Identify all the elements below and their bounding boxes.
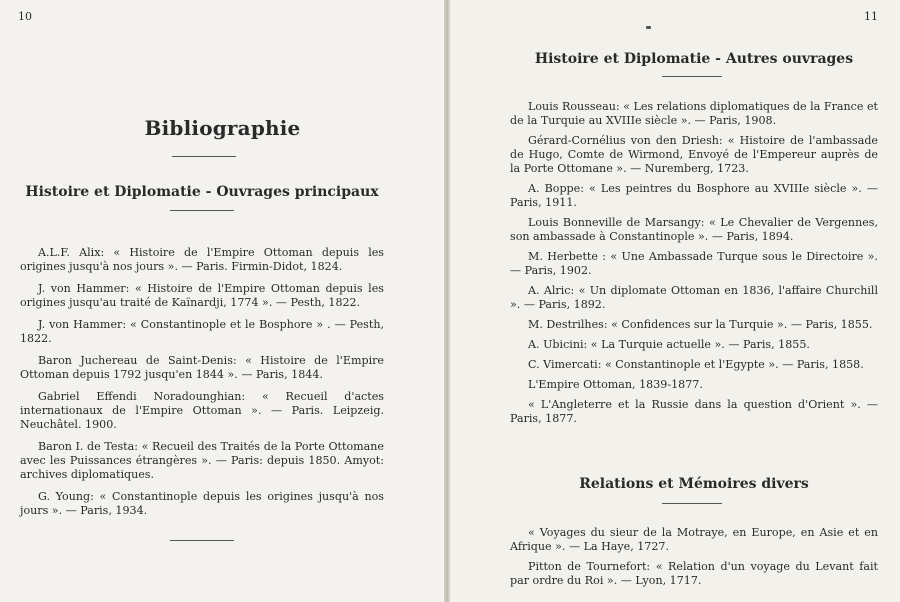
- list-item: Baron Juchereau de Saint-Denis: « Histoire de l'Empire Ottoman depuis 1792 jusqu'en 1844 ». — Paris, 1844.: [20, 354, 384, 381]
- list-item: A. Alric: « Un diplomate Ottoman en 1836, l'affaire Churchill ». — Paris, 1892.: [510, 284, 878, 311]
- list-item: A.L.F. Alix: « Histoire de l'Empire Ottoman depuis les origines jusqu'à nos jours ». — Paris. Firmin-Didot, 1824.: [20, 246, 384, 273]
- right-entries-list-2: [510, 526, 878, 594]
- section-title-relations-memoires: Relations et Mémoires divers: [579, 476, 809, 492]
- list-item: C. Vimercati: « Constantinople et l'Egypte ». — Paris, 1858.: [528, 358, 864, 371]
- ornament-mark: [646, 26, 651, 29]
- end-rule: [170, 540, 234, 541]
- page-title: Bibliographie: [144, 116, 301, 140]
- left-page: [0, 0, 445, 602]
- list-item: M. Herbette : « Une Ambassade Turque sous le Directoire ». — Paris, 1902.: [510, 250, 878, 277]
- title-underline: [172, 156, 236, 157]
- left-page-number: 10: [18, 10, 32, 23]
- list-item: G. Young: « Constantinople depuis les origines jusqu'à nos jours ». — Paris, 1934.: [20, 490, 384, 517]
- section-underline: [662, 76, 722, 77]
- list-item: Louis Rousseau: « Les relations diplomatiques de la France et de la Turquie au XVIIIe siècle ». — Paris, 1908.: [510, 100, 878, 127]
- list-item: M. Destrilhes: « Confidences sur la Turquie ». — Paris, 1855.: [528, 318, 873, 331]
- right-page-number: 11: [864, 10, 878, 23]
- list-item: L'Empire Ottoman, 1839-1877.: [528, 378, 703, 391]
- right-page: [449, 0, 900, 602]
- list-item: Baron I. de Testa: « Recueil des Traités de la Porte Ottomane avec les Puissances étrangères ». — Paris: depuis 1850. Amyot: archives diplomatiques.: [20, 440, 384, 481]
- list-item: Gérard-Cornélius von den Driesh: « Histoire de l'ambassade de Hugo, Comte de Wirmond, Envoyé de l'Empereur auprès de la Porte Ottomane ». — Nuremberg, 1723.: [510, 134, 878, 175]
- section-underline: [170, 210, 234, 211]
- list-item: Louis Bonneville de Marsangy: « Le Chevalier de Vergennes, son ambassade à Constantinople ». — Paris, 1894.: [510, 216, 878, 243]
- list-item: J. von Hammer: « Histoire de l'Empire Ottoman depuis les origines jusqu'au traité de Kaïnardji, 1774 ». — Pesth, 1822.: [20, 282, 384, 309]
- list-item: « L'Angleterre et la Russie dans la question d'Orient ». — Paris, 1877.: [510, 398, 878, 425]
- list-item: « Voyages du sieur de la Motraye, en Europe, en Asie et en Afrique ». — La Haye, 1727.: [510, 526, 878, 553]
- list-item: A. Boppe: « Les peintres du Bosphore au XVIIIe siècle ». — Paris, 1911.: [510, 182, 878, 209]
- section-title-ouvrages-principaux: Histoire et Diplomatie - Ouvrages principaux: [25, 184, 379, 200]
- list-item: J. von Hammer: « Constantinople et le Bosphore » . — Pesth, 1822.: [20, 318, 384, 345]
- section-title-autres-ouvrages: Histoire et Diplomatie - Autres ouvrages: [534, 51, 854, 67]
- section-underline-2: [662, 503, 722, 504]
- list-item: Gabriel Effendi Noradounghian: « Recueil d'actes internationaux de l'Empire Ottoman ». — Paris. Leipzeig. Neuchâtel. 1900.: [20, 390, 384, 431]
- left-entries-list: [20, 246, 384, 526]
- right-entries-list: [510, 100, 878, 432]
- list-item: Pitton de Tournefort: « Relation d'un voyage du Levant fait par ordre du Roi ». — Lyon, 1717.: [510, 560, 878, 587]
- list-item: A. Ubicini: « La Turquie actuelle ». — Paris, 1855.: [528, 338, 810, 351]
